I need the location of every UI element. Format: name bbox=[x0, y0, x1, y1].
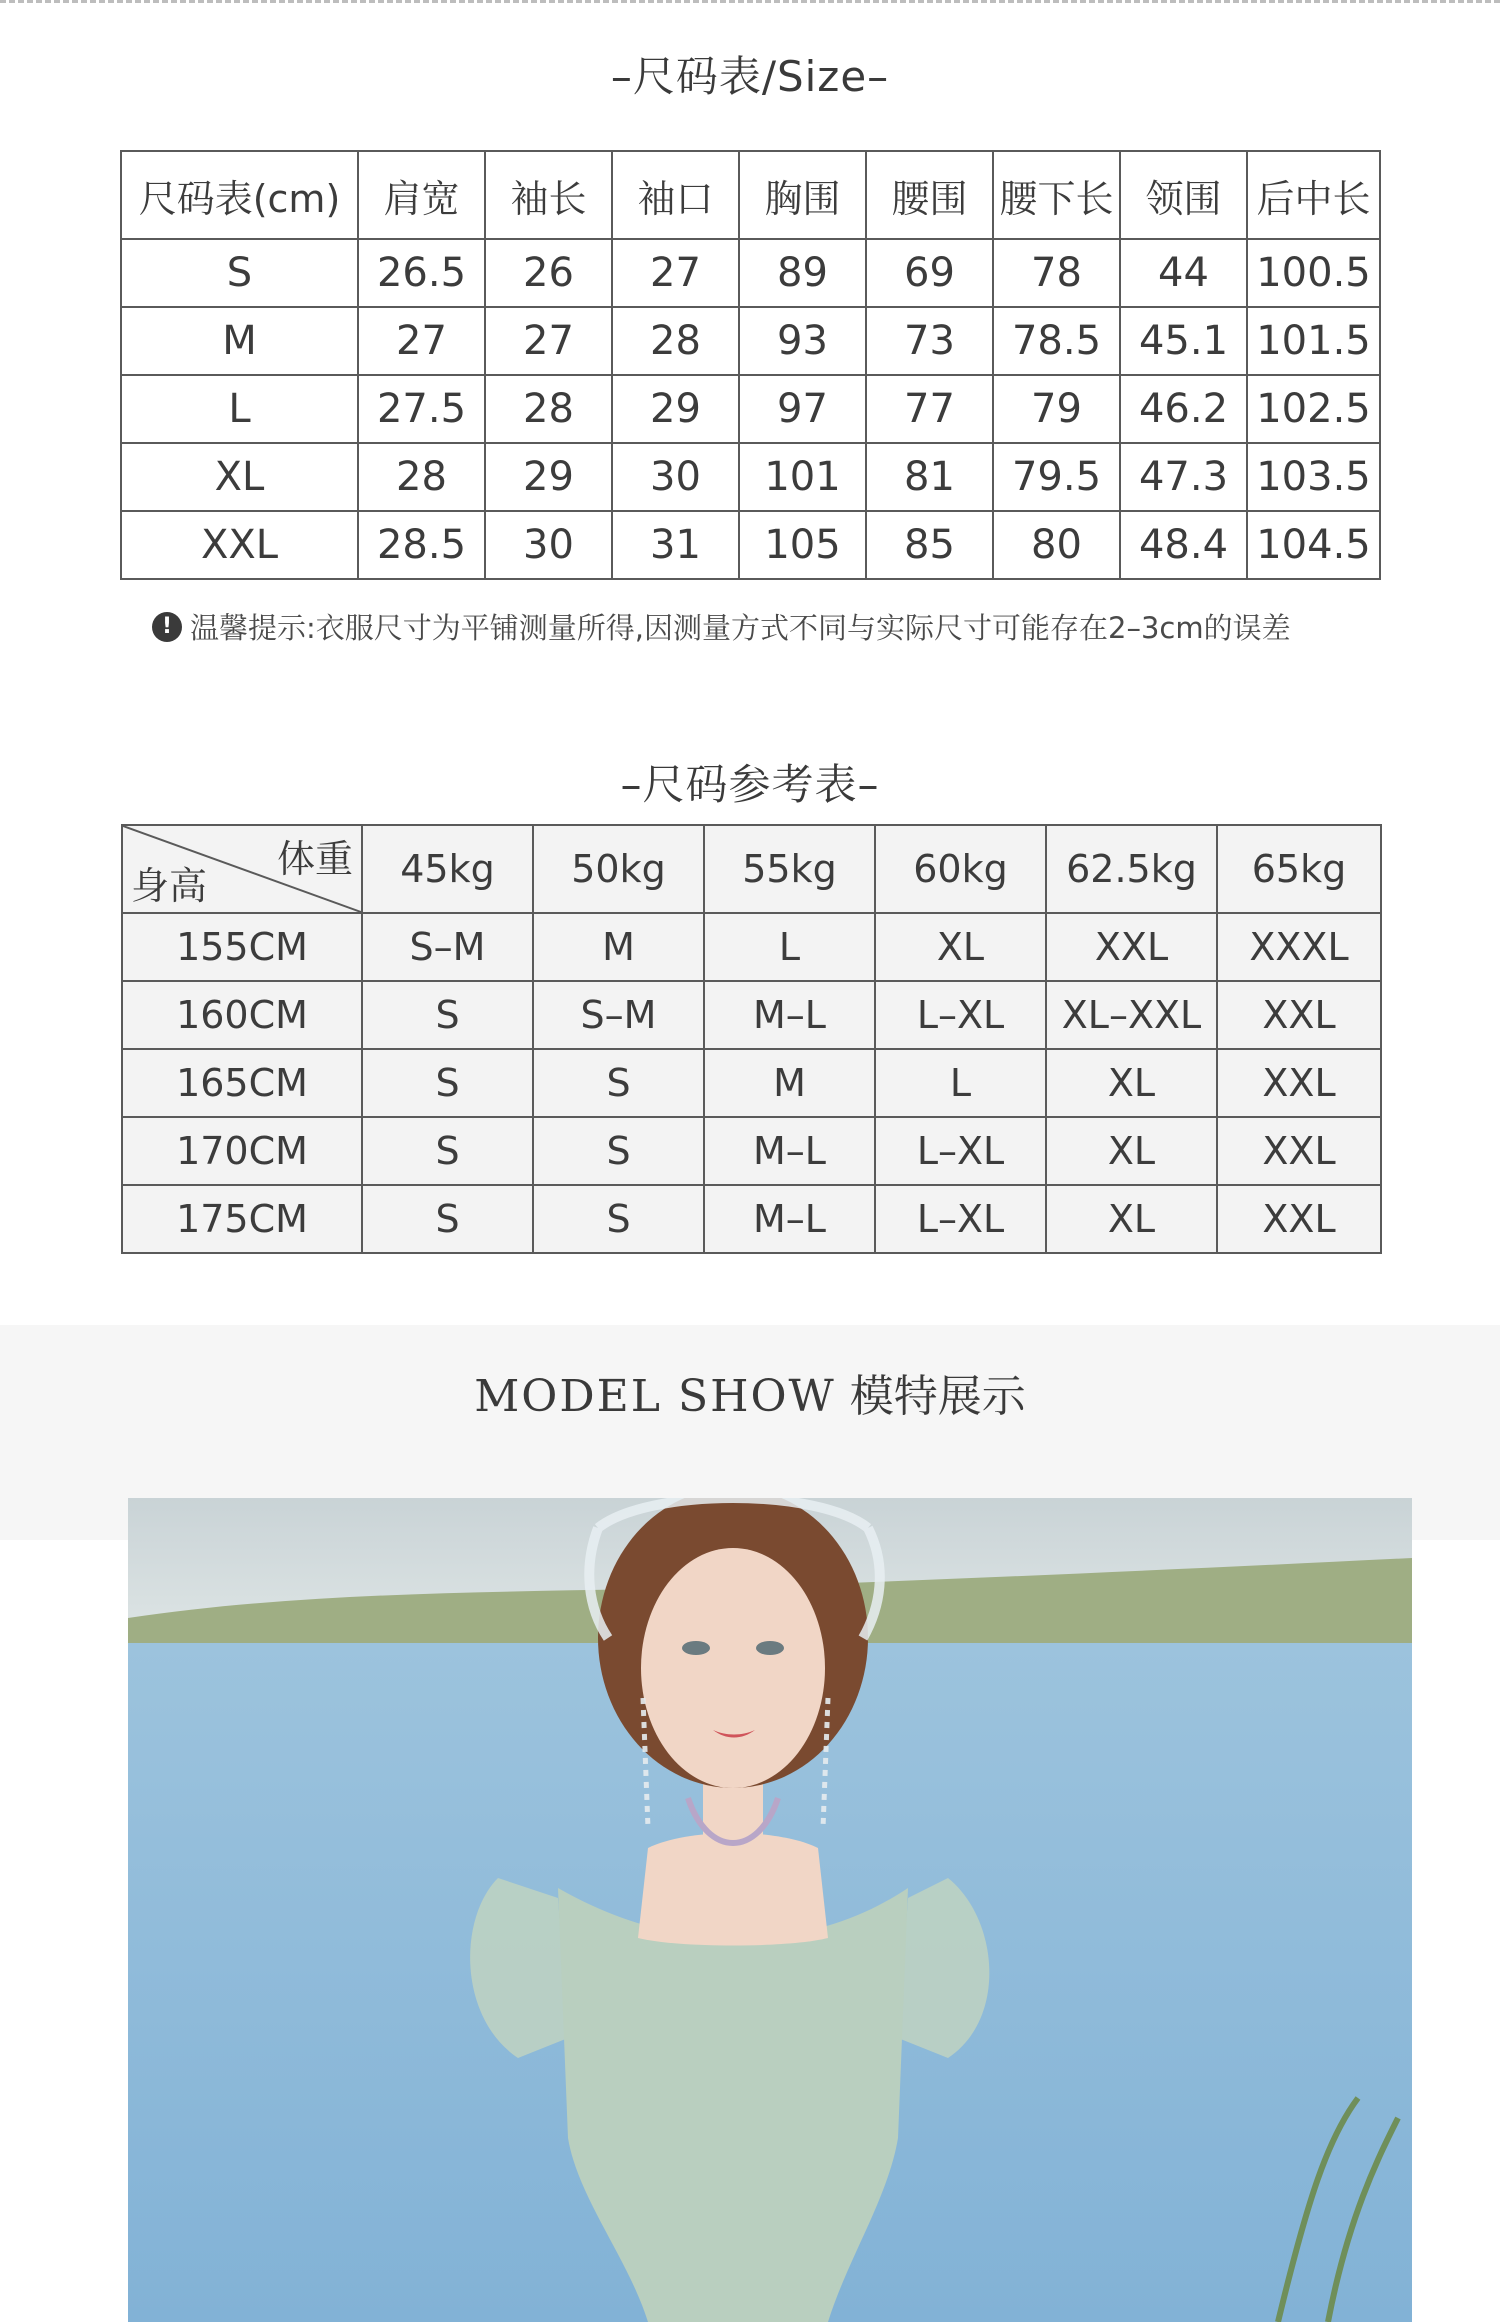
table-cell: 28 bbox=[612, 307, 739, 375]
header-cell: 尺码表(cm) bbox=[121, 151, 358, 239]
eye-right bbox=[756, 1641, 784, 1655]
table-cell: 27.5 bbox=[358, 375, 485, 443]
corner-header-cell bbox=[122, 825, 362, 913]
table-cell: 78 bbox=[993, 239, 1120, 307]
table-cell: 101.5 bbox=[1247, 307, 1380, 375]
header-cell: 胸围 bbox=[739, 151, 866, 239]
weight-header-cell: 62.5kg bbox=[1046, 825, 1217, 913]
table-cell: S bbox=[362, 1049, 533, 1117]
table-cell: 101 bbox=[739, 443, 866, 511]
face bbox=[641, 1548, 825, 1788]
table-cell: 85 bbox=[866, 511, 993, 579]
table-cell: 45.1 bbox=[1120, 307, 1247, 375]
eye-left bbox=[682, 1641, 710, 1655]
table-cell: XXL bbox=[1046, 913, 1217, 981]
table-cell: S bbox=[362, 981, 533, 1049]
measurement-notice bbox=[152, 606, 1291, 647]
table-cell: XXL bbox=[121, 511, 358, 579]
table-row bbox=[122, 1185, 1381, 1253]
table-cell: XL bbox=[1046, 1049, 1217, 1117]
weight-header-cell: 50kg bbox=[533, 825, 704, 913]
table-cell: XXL bbox=[1217, 1049, 1381, 1117]
table-cell: M bbox=[533, 913, 704, 981]
table-cell: L bbox=[121, 375, 358, 443]
table-cell: 79.5 bbox=[993, 443, 1120, 511]
table-cell: 26 bbox=[485, 239, 612, 307]
table-cell: 104.5 bbox=[1247, 511, 1380, 579]
table-cell: 28.5 bbox=[358, 511, 485, 579]
model-show-title-en: MODEL SHOW bbox=[474, 1371, 836, 1422]
reference-chart-title: –尺码参考表– bbox=[620, 760, 880, 809]
weight-header-cell: 55kg bbox=[704, 825, 875, 913]
table-cell: XXL bbox=[1217, 1117, 1381, 1185]
table-cell: L–XL bbox=[875, 981, 1046, 1049]
model-show-title bbox=[0, 1360, 1500, 1424]
table-cell: 102.5 bbox=[1247, 375, 1380, 443]
table-row bbox=[122, 981, 1381, 1049]
table-row bbox=[122, 913, 1381, 981]
table-cell: 103.5 bbox=[1247, 443, 1380, 511]
table-cell: 73 bbox=[866, 307, 993, 375]
height-axis-label: 身高 bbox=[131, 864, 208, 908]
header-cell: 袖长 bbox=[485, 151, 612, 239]
table-cell: 27 bbox=[485, 307, 612, 375]
table-cell: 80 bbox=[993, 511, 1120, 579]
table-cell: 93 bbox=[739, 307, 866, 375]
table-cell: M–L bbox=[704, 981, 875, 1049]
weight-header-cell: 60kg bbox=[875, 825, 1046, 913]
table-cell: 77 bbox=[866, 375, 993, 443]
table-cell: XL bbox=[1046, 1185, 1217, 1253]
table-row bbox=[121, 307, 1380, 375]
weight-axis-label: 体重 bbox=[276, 837, 353, 881]
table-cell: S bbox=[121, 239, 358, 307]
table-cell: XL bbox=[875, 913, 1046, 981]
table-cell: 30 bbox=[612, 443, 739, 511]
table-cell: XXL bbox=[1217, 1185, 1381, 1253]
table-cell: 28 bbox=[358, 443, 485, 511]
table-cell: S bbox=[533, 1185, 704, 1253]
table-cell: 46.2 bbox=[1120, 375, 1247, 443]
table-cell: XL–XXL bbox=[1046, 981, 1217, 1049]
table-cell: S bbox=[533, 1049, 704, 1117]
table-cell: XXL bbox=[1217, 981, 1381, 1049]
size-chart-header-row bbox=[121, 151, 1380, 239]
table-row bbox=[122, 1049, 1381, 1117]
table-row bbox=[121, 239, 1380, 307]
table-cell: 31 bbox=[612, 511, 739, 579]
table-cell: 27 bbox=[612, 239, 739, 307]
header-cell: 腰围 bbox=[866, 151, 993, 239]
table-row bbox=[121, 511, 1380, 579]
height-cell: 175CM bbox=[122, 1185, 362, 1253]
header-cell: 肩宽 bbox=[358, 151, 485, 239]
table-cell: 26.5 bbox=[358, 239, 485, 307]
table-cell: 100.5 bbox=[1247, 239, 1380, 307]
weight-header-cell: 45kg bbox=[362, 825, 533, 913]
reference-chart-table bbox=[121, 824, 1382, 1254]
table-cell: 27 bbox=[358, 307, 485, 375]
table-row bbox=[122, 1117, 1381, 1185]
height-cell: 165CM bbox=[122, 1049, 362, 1117]
table-cell: L bbox=[704, 913, 875, 981]
height-cell: 160CM bbox=[122, 981, 362, 1049]
table-cell: L–XL bbox=[875, 1117, 1046, 1185]
table-cell: 78.5 bbox=[993, 307, 1120, 375]
table-cell: L–XL bbox=[875, 1185, 1046, 1253]
table-cell: XL bbox=[1046, 1117, 1217, 1185]
header-cell: 领围 bbox=[1120, 151, 1247, 239]
table-cell: 29 bbox=[612, 375, 739, 443]
table-cell: L bbox=[875, 1049, 1046, 1117]
table-cell: M–L bbox=[704, 1185, 875, 1253]
header-cell: 腰下长 bbox=[993, 151, 1120, 239]
size-chart-table bbox=[120, 150, 1381, 580]
table-cell: 89 bbox=[739, 239, 866, 307]
table-cell: 79 bbox=[993, 375, 1120, 443]
table-cell: S bbox=[533, 1117, 704, 1185]
model-photo bbox=[128, 1498, 1412, 2322]
dashed-divider bbox=[0, 0, 1500, 3]
model-show-title-cn: 模特展示 bbox=[849, 1371, 1026, 1422]
table-cell: 29 bbox=[485, 443, 612, 511]
header-cell: 后中长 bbox=[1247, 151, 1380, 239]
table-row bbox=[121, 375, 1380, 443]
table-cell: 97 bbox=[739, 375, 866, 443]
table-cell: S bbox=[362, 1185, 533, 1253]
table-cell: M bbox=[704, 1049, 875, 1117]
table-cell: M–L bbox=[704, 1117, 875, 1185]
height-cell: 170CM bbox=[122, 1117, 362, 1185]
table-cell: XL bbox=[121, 443, 358, 511]
table-cell: S bbox=[362, 1117, 533, 1185]
table-cell: 47.3 bbox=[1120, 443, 1247, 511]
header-cell: 袖口 bbox=[612, 151, 739, 239]
table-cell: XXXL bbox=[1217, 913, 1381, 981]
model-illustration bbox=[128, 1498, 1412, 2322]
reference-header-row bbox=[122, 825, 1381, 913]
table-cell: 48.4 bbox=[1120, 511, 1247, 579]
table-cell: S–M bbox=[533, 981, 704, 1049]
height-cell: 155CM bbox=[122, 913, 362, 981]
table-row bbox=[121, 443, 1380, 511]
exclamation-icon: ! bbox=[152, 612, 182, 642]
notice-text: 温馨提示:衣服尺寸为平铺测量所得,因测量方式不同与实际尺寸可能存在2–3cm的误差 bbox=[190, 611, 1291, 645]
table-cell: 105 bbox=[739, 511, 866, 579]
chest bbox=[638, 1833, 828, 1946]
table-cell: S–M bbox=[362, 913, 533, 981]
table-cell: 81 bbox=[866, 443, 993, 511]
table-cell: 30 bbox=[485, 511, 612, 579]
table-cell: 44 bbox=[1120, 239, 1247, 307]
weight-header-cell: 65kg bbox=[1217, 825, 1381, 913]
size-chart-title: –尺码表/Size– bbox=[610, 52, 890, 101]
table-cell: 69 bbox=[866, 239, 993, 307]
table-cell: M bbox=[121, 307, 358, 375]
table-cell: 28 bbox=[485, 375, 612, 443]
